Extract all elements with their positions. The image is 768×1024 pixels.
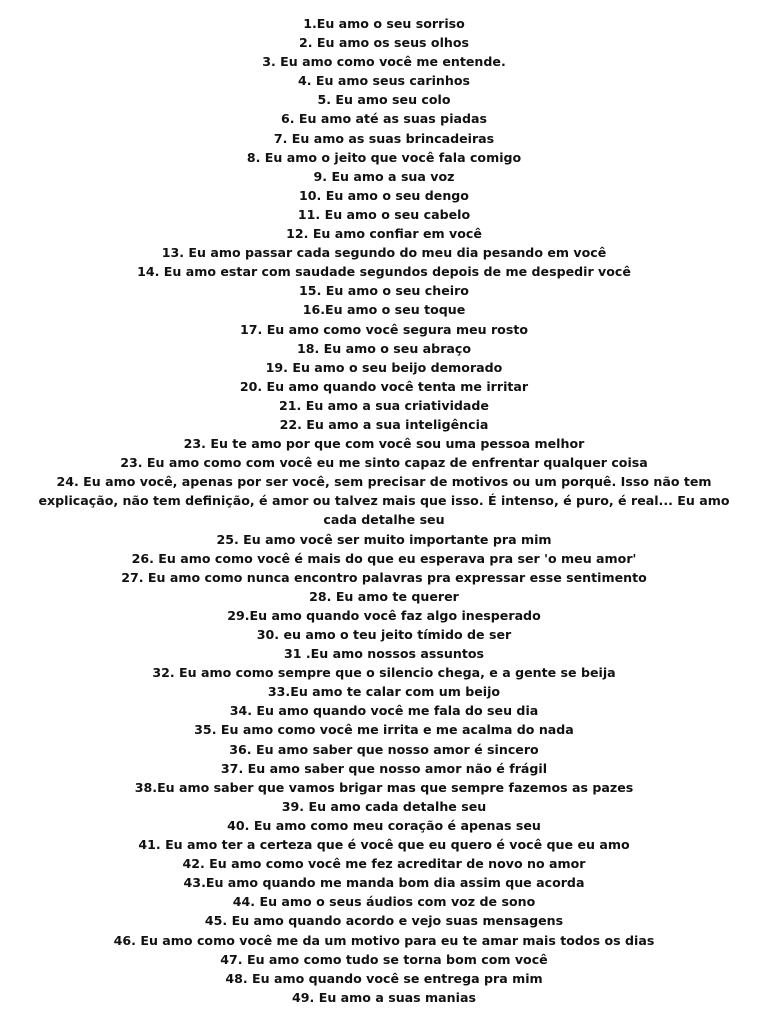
list-item: 27. Eu amo como nunca encontro palavras pra expressar esse sentimento xyxy=(121,569,647,585)
list-item: 21. Eu amo a sua criatividade xyxy=(279,397,489,413)
list-item: 33.Eu amo te calar com um beijo xyxy=(267,684,501,700)
list-item: 44. Eu amo o seus áudios com voz de sono xyxy=(232,894,536,910)
list-item: 7. Eu amo as suas brincadeiras xyxy=(273,130,495,146)
list-item: 19. Eu amo o seu beijo demorado xyxy=(265,359,503,375)
list-item: 37. Eu amo saber que nosso amor não é frágil xyxy=(220,760,548,776)
list-item: 18. Eu amo o seu abraço xyxy=(296,340,472,356)
list-item: 32. Eu amo como sempre que o silencio chega, e a gente se beija xyxy=(152,665,616,681)
list-item: 34. Eu amo quando você me fala do seu dia xyxy=(229,703,539,719)
list-item: 38.Eu amo saber que vamos brigar mas que sempre fazemos as pazes xyxy=(134,779,634,795)
list-item: 23. Eu amo como com você eu me sinto capaz de enfrentar qualquer coisa xyxy=(120,455,648,471)
list-item: 16.Eu amo o seu toque xyxy=(302,302,466,318)
list-item: 12. Eu amo confiar em você xyxy=(286,226,482,242)
list-item: 23. Eu te amo por que com você sou uma pessoa melhor xyxy=(183,436,585,452)
list-item: 25. Eu amo você ser muito importante pra mim xyxy=(216,531,552,547)
list-item: 10. Eu amo o seu dengo xyxy=(299,187,469,203)
list-item: 5. Eu amo seu colo xyxy=(317,92,451,108)
list-item: 43.Eu amo quando me manda bom dia assim que acorda xyxy=(183,875,585,891)
list-item: 1.Eu amo o seu sorriso xyxy=(303,16,465,31)
list-item: 24. Eu amo você, apenas por ser você, sem precisar de motivos ou um porquê. Isso não tem explicação, não tem definição, é amor ou talvez mais que isso. É intenso, é puro, é real... Eu amo cada detalhe seu xyxy=(38,474,730,528)
list-item: 40. Eu amo como meu coração é apenas seu xyxy=(227,817,541,833)
list-item: 49. Eu amo a suas manias xyxy=(292,989,476,1005)
list-item: 35. Eu amo como você me irrita e me acalma do nada xyxy=(194,722,574,738)
list-item: 15. Eu amo o seu cheiro xyxy=(299,283,469,299)
list-item: 20. Eu amo quando você tenta me irritar xyxy=(239,378,529,394)
list-item: 31 .Eu amo nossos assuntos xyxy=(283,646,485,662)
list-item: 3. Eu amo como você me entende. xyxy=(262,54,506,70)
list-item: 48. Eu amo quando você se entrega pra mim xyxy=(225,970,543,986)
list-item: 17. Eu amo como você segura meu rosto xyxy=(240,321,528,337)
list-item: 47. Eu amo como tudo se torna bom com você xyxy=(220,951,548,967)
list-item: 30. eu amo o teu jeito tímido de ser xyxy=(256,627,512,642)
list-item: 9. Eu amo a sua voz xyxy=(313,168,455,184)
list-item: 6. Eu amo até as suas piadas xyxy=(280,111,488,127)
list-item: 8. Eu amo o jeito que você fala comigo xyxy=(246,149,522,165)
list-item: 26. Eu amo como você é mais do que eu esperava pra ser 'o meu amor' xyxy=(131,550,637,566)
list-item: 14. Eu amo estar com saudade segundos depois de me despedir você xyxy=(137,264,631,280)
list-item: 46. Eu amo como você me da um motivo para eu te amar mais todos os dias xyxy=(113,932,655,948)
list-item: 13. Eu amo passar cada segundo do meu dia pesando em você xyxy=(161,245,607,261)
list-item: 22. Eu amo a sua inteligência xyxy=(279,416,489,432)
love-reasons-list xyxy=(0,14,768,1007)
list-item: 11. Eu amo o seu cabelo xyxy=(297,206,471,222)
list-item: 42. Eu amo como você me fez acreditar de novo no amor xyxy=(182,856,586,872)
list-item: 41. Eu amo ter a certeza que é você que eu quero é você que eu amo xyxy=(138,837,630,853)
list-item: 36. Eu amo saber que nosso amor é sincero xyxy=(229,741,539,757)
list-item: 29.Eu amo quando você faz algo inesperado xyxy=(227,607,541,623)
list-item: 4. Eu amo seus carinhos xyxy=(298,73,470,89)
list-item: 45. Eu amo quando acordo e vejo suas mensagens xyxy=(204,913,564,929)
list-item: 2. Eu amo os seus olhos xyxy=(298,35,470,51)
list-item: 39. Eu amo cada detalhe seu xyxy=(281,798,487,814)
list-item: 28. Eu amo te querer xyxy=(309,588,459,604)
